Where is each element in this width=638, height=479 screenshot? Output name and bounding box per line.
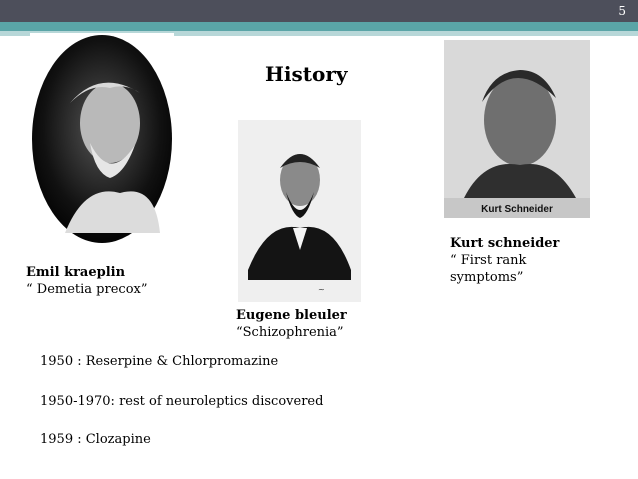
bleuler-caption: [236, 307, 347, 341]
bleuler-note: “Schizophrenia”: [236, 325, 344, 340]
accent-stripe: [0, 22, 638, 31]
timeline-item-1959: 1959 : Clozapine: [40, 432, 151, 447]
schneider-name: Kurt schneider: [450, 236, 560, 251]
schneider-portrait: [444, 40, 590, 218]
header-bar: [0, 0, 638, 22]
kraepelin-note: “ Demetia precox”: [26, 282, 148, 297]
slide-number: 5: [618, 4, 626, 18]
kraepelin-portrait: [30, 33, 174, 245]
svg-text:~: ~: [318, 285, 325, 294]
slide-title: History: [265, 62, 348, 86]
bleuler-portrait: [238, 120, 361, 302]
bleuler-name: Eugene bleuler: [236, 308, 347, 323]
schneider-note-1: “ First rank: [450, 253, 527, 268]
timeline-item-1950: 1950 : Reserpine & Chlorpromazine: [40, 354, 279, 369]
timeline-item-1950-1970: 1950-1970: rest of neuroleptics discovered: [40, 394, 324, 409]
schneider-note-2: symptoms”: [450, 270, 524, 285]
schneider-caption: [450, 235, 559, 286]
kraepelin-name: Emil kraeplin: [26, 265, 126, 280]
schneider-photo-label: Kurt Schneider: [481, 204, 553, 215]
kraepelin-caption: [26, 264, 148, 298]
